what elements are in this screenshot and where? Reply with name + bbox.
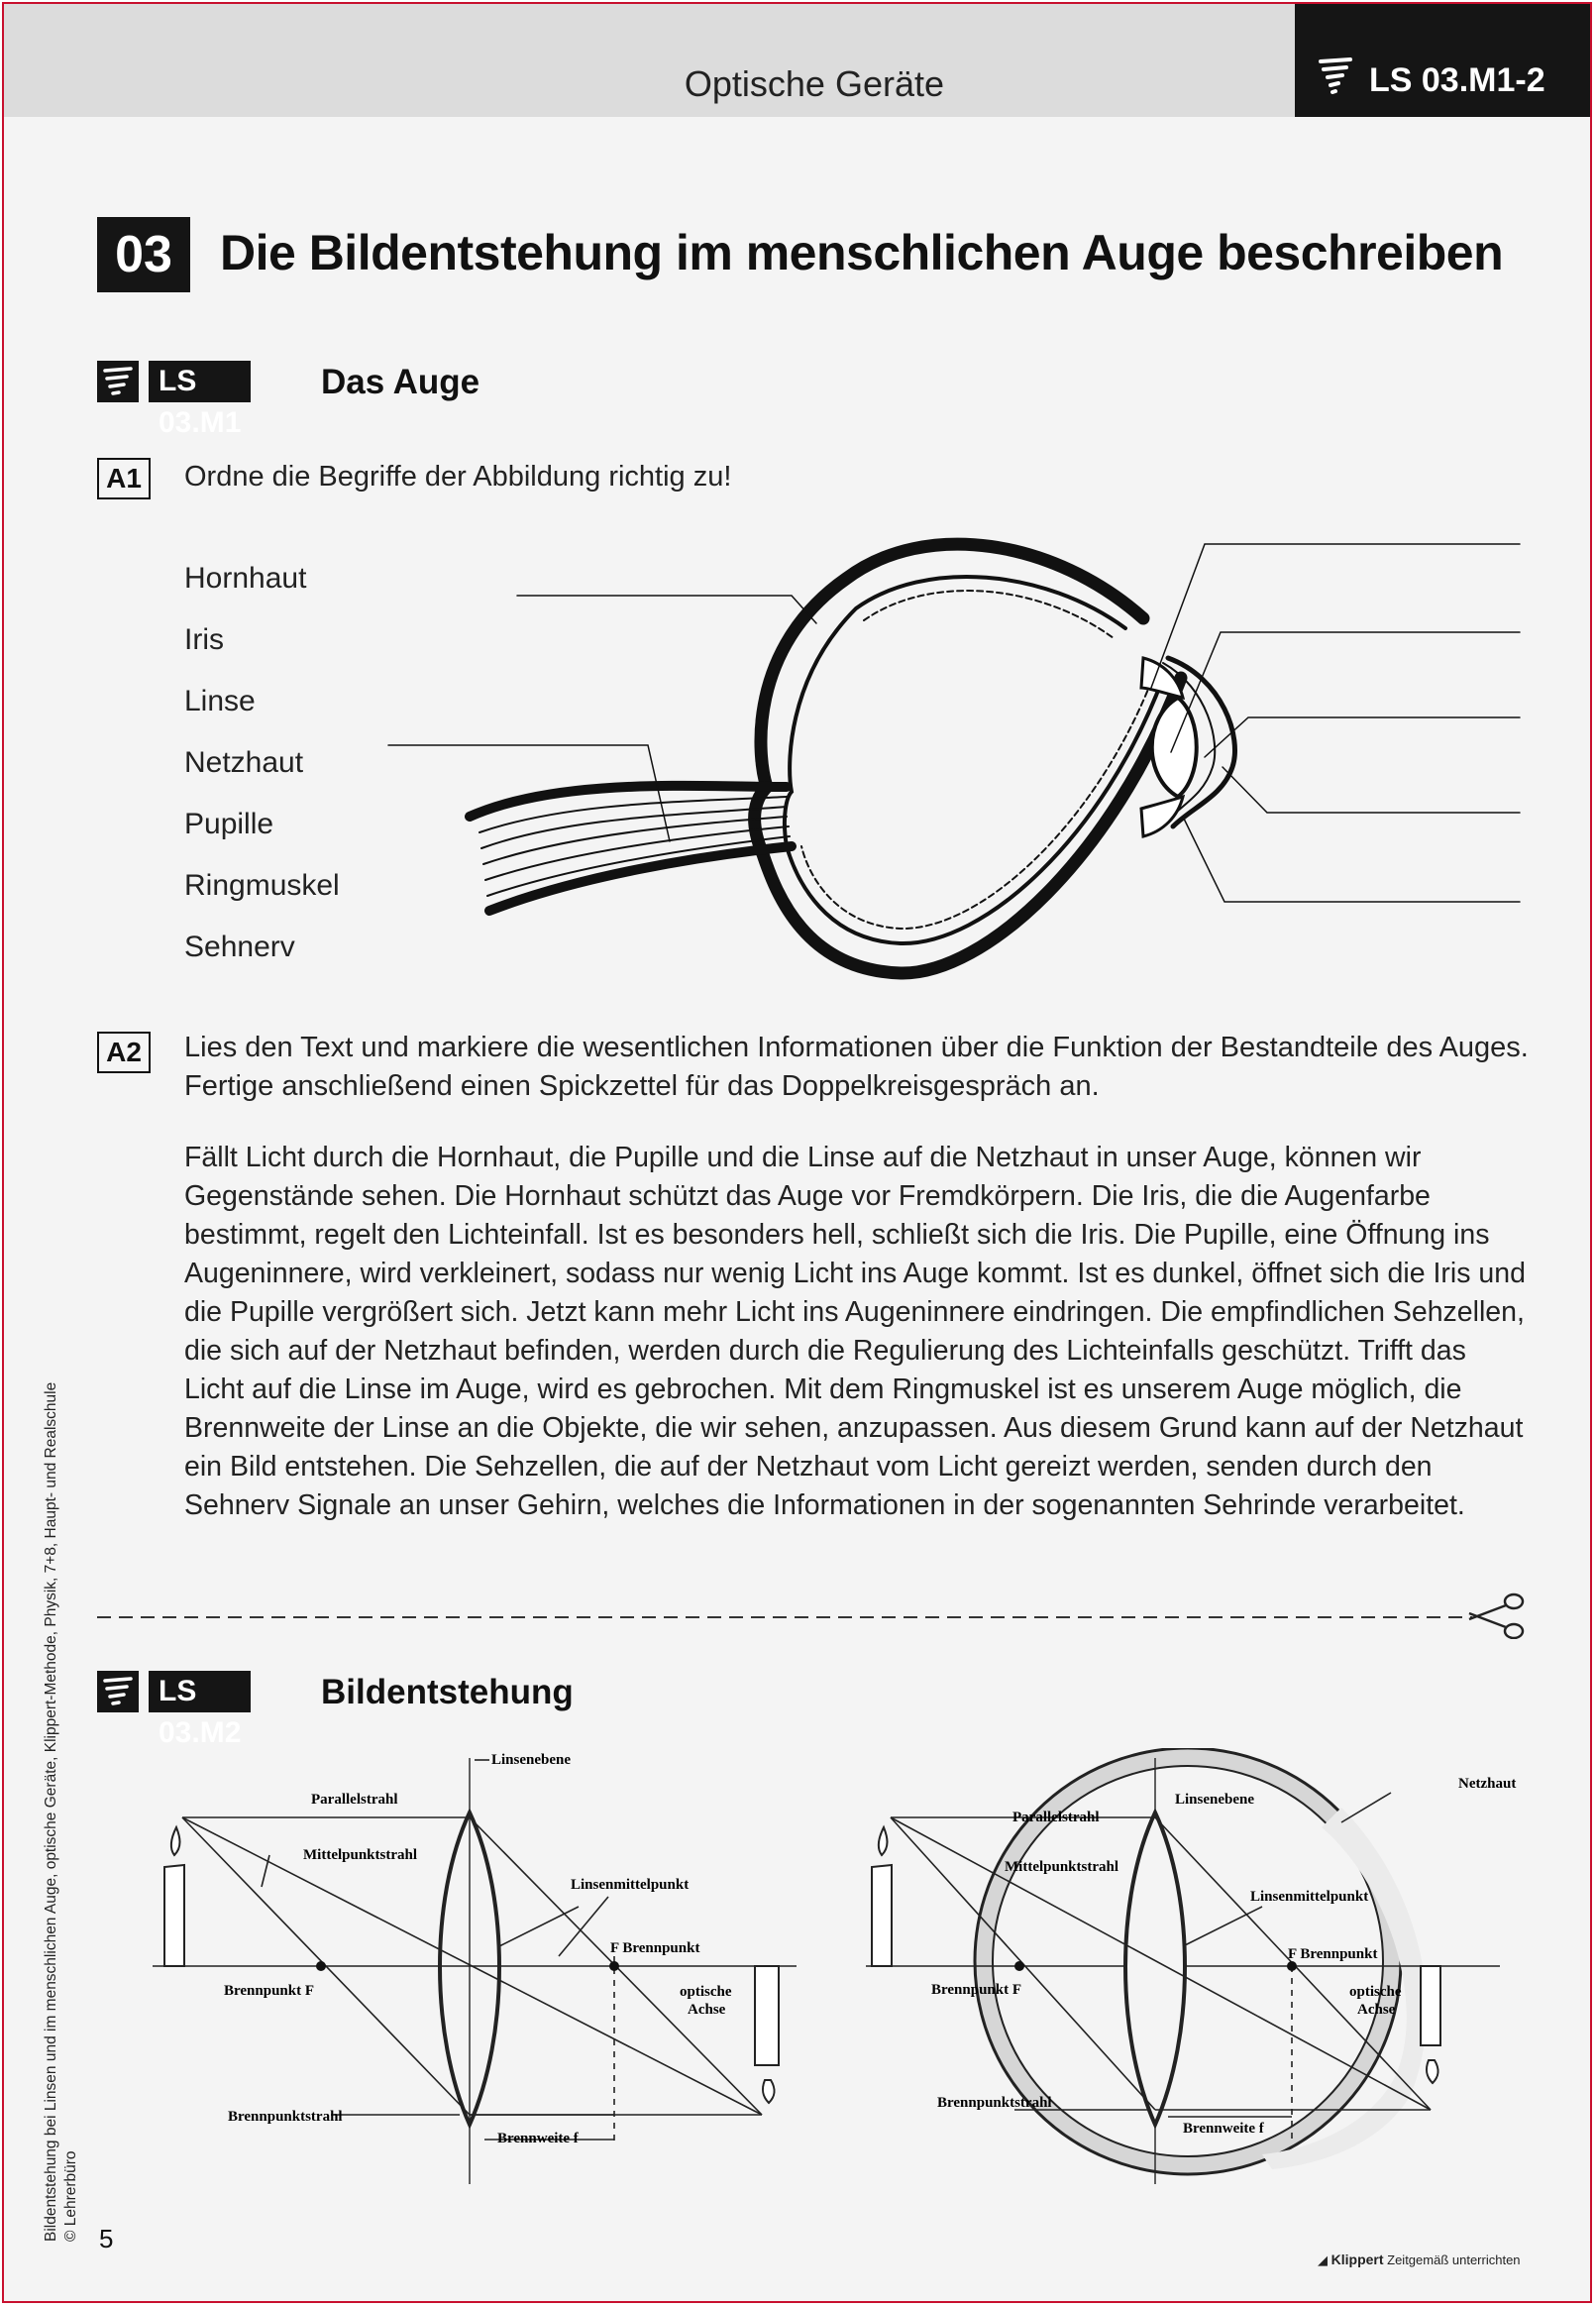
- label-linsenebene: Linsenebene: [491, 1752, 572, 1768]
- klippert-logo-icon: ◢: [1318, 2252, 1328, 2267]
- label-optische: optische: [680, 1984, 732, 2000]
- label-brennweite: Brennweite f: [1183, 2121, 1264, 2137]
- label-brennpunktstrahl: Brennpunktstrahl: [228, 2109, 343, 2125]
- tornado-icon: [97, 1671, 139, 1712]
- label-brennpunkt-left: Brennpunkt F: [224, 1983, 315, 1999]
- m1-code: LS 03.M1: [149, 361, 251, 402]
- label-parallelstrahl: Parallelstrahl: [1012, 1810, 1100, 1825]
- eye-lens-diagram: [856, 1748, 1549, 2194]
- label-brennpunktstrahl: Brennpunktstrahl: [937, 2095, 1052, 2111]
- term-item: Pupille: [184, 808, 274, 840]
- task-label-a2: A2: [97, 1032, 151, 1073]
- footer-tagline: Zeitgemäß unterrichten: [1387, 2252, 1521, 2267]
- label-mittelpunktstrahl: Mittelpunktstrahl: [1005, 1859, 1119, 1875]
- term-item: Linse: [184, 685, 256, 717]
- label-optische: optische: [1349, 1984, 1402, 2000]
- lens-diagram: [143, 1748, 816, 2194]
- scissors-icon: [1469, 1594, 1523, 1638]
- term-item: Netzhaut: [184, 746, 304, 779]
- chapter-number: 03: [97, 217, 190, 292]
- copyright-line: © Lehrerbüro: [62, 2150, 79, 2242]
- page-number: 5: [99, 2224, 114, 2253]
- reading-text: Fällt Licht durch die Hornhaut, die Pupille und die Linse auf die Netzhaut in unser Auge, können wir Gegenstände sehen. Die Hornhaut schützt das Auge vor Fremdkörpern. Die Iris, die die Augenfarbe bestimmt, regelt den Lichteinfall. Ist es besonders hell, schließt sich die Iris. Die Pupille, eine Öffnung ins Augeninnere, wird verkleinert, sodass nur wenig Licht ins Auge kommt. Ist es dunkel, öffnet sich die Iris und die Pupille vergrößert sich. Jetzt kann mehr Licht ins Augeninnere eindringen. Die empfindlichen Sehzellen, die sich auf der Netzhaut befinden, werden durch die Regulierung des Lichteinfalls geschützt. Trifft das Licht auf die Linse im Auge, wird es gebrochen. Mit dem Ringmuskel ist es unserem Auge möglich, die Brennweite der Linse an die Objekte, die wir sehen, anzupassen. Aus diesem Grund kann auf der Netzhaut ein Bild entstehen. Die Sehzellen, die auf der Netzhaut vom Licht gereizt werden, senden durch den Sehnerv Signale an unser Gehirn, welches die Informationen in der sogenannten Sehrinde verarbeitet.: [184, 1142, 1526, 1521]
- label-brennpunkt-right: F Brennpunkt: [610, 1940, 700, 1956]
- m1-name: Das Auge: [321, 363, 480, 401]
- m2-code: LS 03.M2: [149, 1671, 251, 1712]
- label-netzhaut: Netzhaut: [1458, 1776, 1517, 1792]
- section-title: Optische Geräte: [684, 63, 944, 104]
- label-linsenebene: Linsenebene: [1175, 1792, 1255, 1808]
- worksheet-page: [2, 2, 1592, 2303]
- footer-brand: [1318, 2252, 1521, 2268]
- label-linsenmittelpunkt: Linsenmittelpunkt: [571, 1877, 690, 1893]
- header-code: LS 03.M1-2: [1369, 61, 1545, 99]
- copyright-line: Bildentstehung bei Linsen und im menschlichen Auge, optische Geräte, Klippert-Methode, Physik, 7+8, Haupt- und Realschule: [43, 1381, 59, 2242]
- label-brennpunkt-left: Brennpunkt F: [931, 1982, 1022, 1998]
- task-a2-text: Lies den Text und markiere die wesentlichen Informationen über die Funktion der Bestandteile des Auges. Fertige anschließend einen Spickzettel für das Doppelkreisgespräch an.: [184, 1032, 1529, 1102]
- label-linsenmittelpunkt: Linsenmittelpunkt: [1250, 1889, 1369, 1905]
- term-item: Hornhaut: [184, 562, 307, 595]
- label-brennweite: Brennweite f: [497, 2131, 579, 2146]
- copyright-sidebar: [42, 1382, 81, 2242]
- term-item: Sehnerv: [184, 931, 295, 963]
- label-brennpunkt-right: F Brennpunkt: [1288, 1946, 1378, 1962]
- label-achse: Achse: [688, 2002, 726, 2018]
- m2-name: Bildentstehung: [321, 1673, 574, 1711]
- cut-line: [97, 1590, 1534, 1639]
- task-a1-text: Ordne die Begriffe der Abbildung richtig zu!: [184, 461, 732, 493]
- term-item: Ringmuskel: [184, 869, 340, 902]
- term-item: Iris: [184, 623, 224, 656]
- eye-diagram: [4, 4, 1594, 995]
- label-mittelpunktstrahl: Mittelpunktstrahl: [303, 1847, 418, 1863]
- page-title: Die Bildentstehung im menschlichen Auge beschreiben: [220, 225, 1504, 280]
- footer-brand-name: Klippert: [1330, 2252, 1384, 2267]
- task-label-a1: A1: [97, 458, 151, 499]
- label-achse: Achse: [1357, 2002, 1396, 2018]
- label-parallelstrahl: Parallelstrahl: [311, 1792, 398, 1808]
